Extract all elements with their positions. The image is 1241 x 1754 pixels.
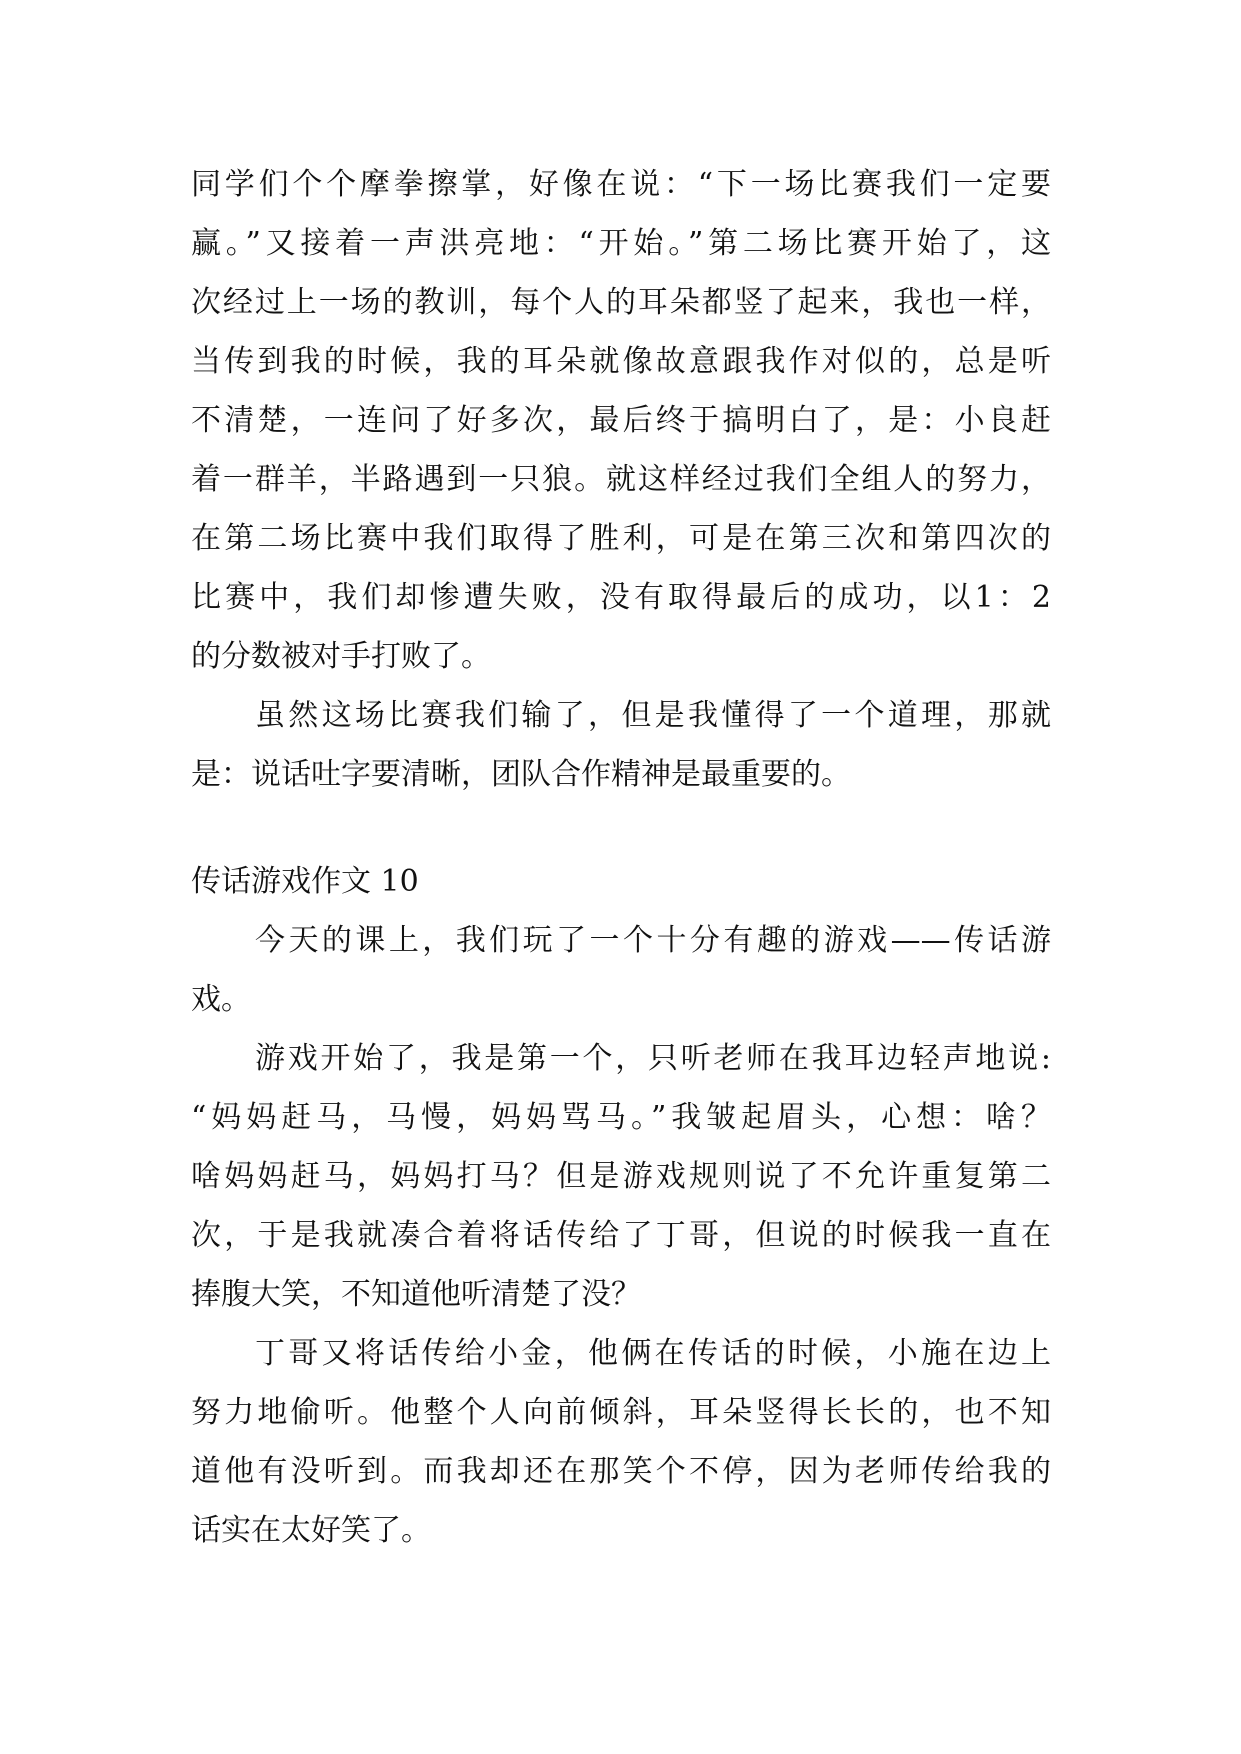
text-line: 次，于是我就凑合着将话传给了丁哥，但说的时候我一直在 (191, 1218, 1051, 1253)
text-line: 比赛中，我们却惨遭失败，没有取得最后的成功，以1：2 (191, 580, 1051, 615)
text-line: 努力地偷听。他整个人向前倾斜，耳朵竖得长长的，也不知 (191, 1395, 1051, 1430)
text-line: “妈妈赶马，马慢，妈妈骂马。”我皱起眉头，心想：啥？ (191, 1100, 1051, 1135)
text-line: 话实在太好笑了。 (191, 1513, 431, 1548)
text-line: 赢。”又接着一声洪亮地：“开始。”第二场比赛开始了，这 (191, 226, 1051, 261)
text-line: 今天的课上，我们玩了一个十分有趣的游戏——传话游 (255, 923, 1051, 958)
text-line: 次经过上一场的教训，每个人的耳朵都竖了起来，我也一样， (191, 285, 1051, 320)
text-line: 道他有没听到。而我却还在那笑个不停，因为老师传给我的 (191, 1454, 1051, 1489)
text-line: 的分数被对手打败了。 (191, 639, 491, 674)
text-line: 啥妈妈赶马，妈妈打马？但是游戏规则说了不允许重复第二 (191, 1159, 1051, 1194)
section-heading: 传话游戏作文 10 (191, 864, 419, 899)
text-line: 丁哥又将话传给小金，他俩在传话的时候，小施在边上 (255, 1336, 1051, 1371)
text-line: 虽然这场比赛我们输了，但是我懂得了一个道理，那就 (255, 698, 1051, 733)
text-line: 戏。 (191, 982, 251, 1017)
text-line: 游戏开始了，我是第一个，只听老师在我耳边轻声地说: (255, 1041, 1051, 1076)
text-line: 捧腹大笑，不知道他听清楚了没？ (191, 1277, 641, 1312)
text-line: 不清楚，一连问了好多次，最后终于搞明白了，是：小良赶 (191, 403, 1051, 438)
text-line: 是：说话吐字要清晰，团队合作精神是最重要的。 (191, 757, 851, 792)
text-line: 着一群羊，半路遇到一只狼。就这样经过我们全组人的努力， (191, 462, 1051, 497)
text-line: 同学们个个摩拳擦掌，好像在说：“下一场比赛我们一定要 (191, 167, 1051, 202)
text-line: 在第二场比赛中我们取得了胜利，可是在第三次和第四次的 (191, 521, 1051, 556)
text-line: 当传到我的时候，我的耳朵就像故意跟我作对似的，总是听 (191, 344, 1051, 379)
